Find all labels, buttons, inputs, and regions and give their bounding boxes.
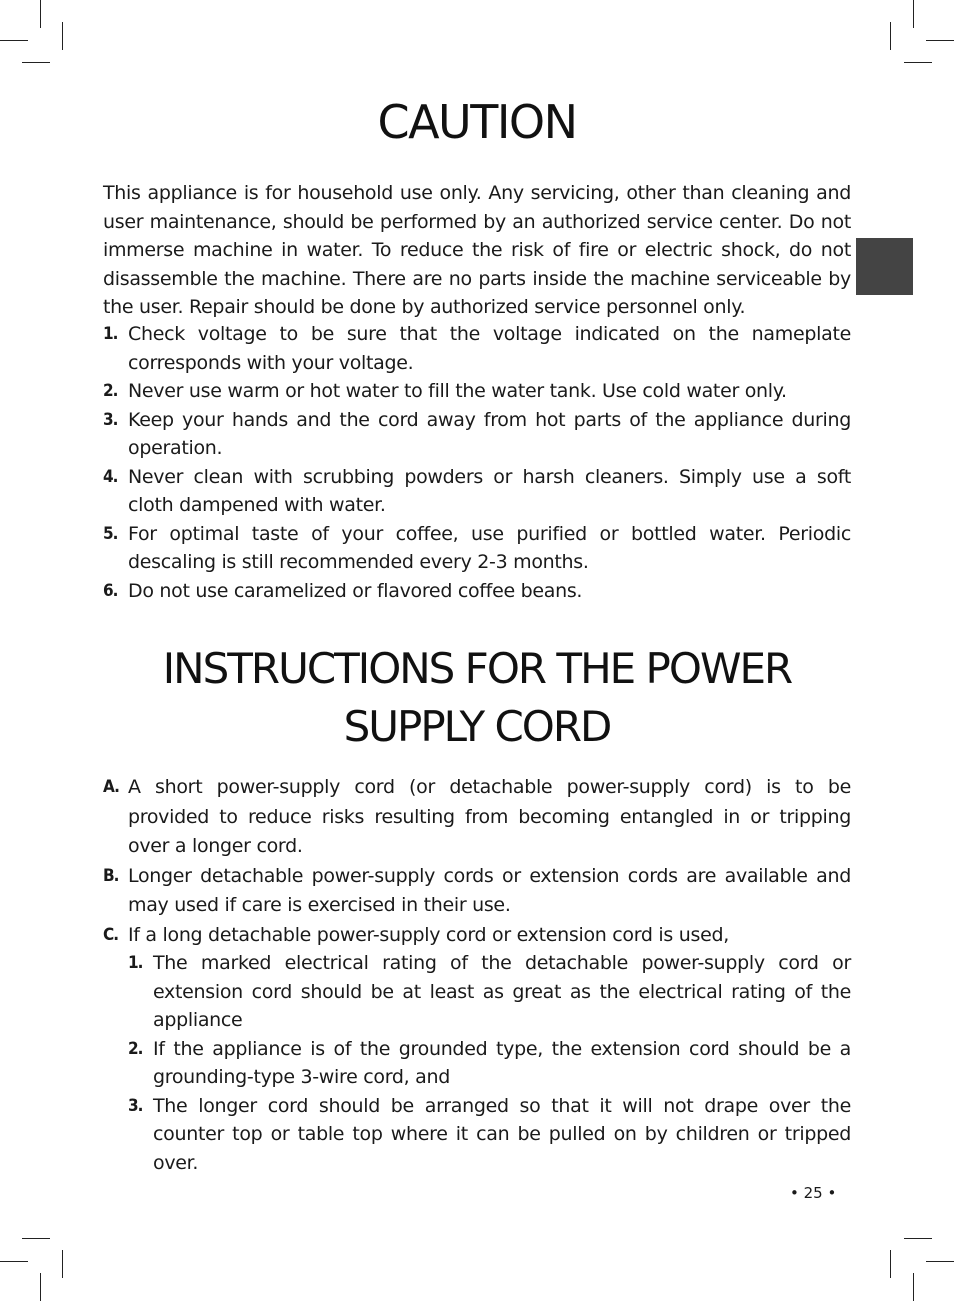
list-item <box>103 520 851 577</box>
power-cord-sublist <box>103 949 851 1177</box>
crop-mark <box>0 40 28 41</box>
list-item <box>103 773 851 862</box>
power-cord-list <box>103 773 851 1177</box>
list-item <box>103 862 851 921</box>
list-item-text: A short power-supply cord (or detachable power-supply cord) is to be provided to reduce risks resulting from becoming entangled in or tripping over a longer cord. <box>128 776 851 857</box>
list-item <box>103 406 851 463</box>
sublist-item <box>128 1092 851 1178</box>
crop-mark <box>62 22 63 50</box>
list-marker: 4. <box>103 466 118 487</box>
crop-mark <box>904 1238 932 1239</box>
crop-mark <box>913 0 914 28</box>
list-item-text: Keep your hands and the cord away from hot parts of the appliance during operation. <box>128 408 851 459</box>
list-item <box>103 577 851 606</box>
list-item-text: If the appliance is of the grounded type, the extension cord should be a grounding-type 3-wire cord, and <box>153 1037 851 1088</box>
power-cord-heading <box>60 640 894 756</box>
list-item-text: The marked electrical rating of the detachable power-supply cord or extension cord should be at least as great as the electrical rating of the appliance <box>153 952 851 1031</box>
crop-mark <box>926 40 954 41</box>
caution-list <box>103 320 851 605</box>
section-tab-marker <box>856 238 913 295</box>
list-marker: 3. <box>128 1095 143 1116</box>
list-marker: B. <box>103 865 119 886</box>
crop-mark <box>22 62 50 63</box>
caution-heading: CAUTION <box>377 95 577 149</box>
list-item-text: Longer detachable power-supply cords or extension cords are available and may used if care is exercised in their use. <box>128 864 851 916</box>
sublist-item <box>128 949 851 1035</box>
crop-mark <box>890 22 891 50</box>
list-marker: 1. <box>128 953 143 973</box>
list-marker: 1. <box>103 324 118 344</box>
list-marker: 2. <box>103 381 118 401</box>
list-item <box>103 377 851 406</box>
list-marker: 2. <box>128 1038 143 1059</box>
crop-mark <box>40 0 41 28</box>
sublist-item <box>128 1035 851 1092</box>
list-item <box>103 320 851 377</box>
crop-mark <box>62 1250 63 1278</box>
list-item <box>103 921 851 950</box>
list-item-text: Never use warm or hot water to fill the water tank. Use cold water only. <box>128 380 787 402</box>
crop-mark <box>40 1273 41 1301</box>
list-item-text: Never clean with scrubbing powders or harsh cleaners. Simply use a soft cloth dampened with water. <box>128 465 851 516</box>
crop-mark <box>0 1261 28 1262</box>
list-item-text: Do not use caramelized or flavored coffee beans. <box>128 579 583 602</box>
page-number: • 25 • <box>790 1184 837 1202</box>
list-marker: 5. <box>103 523 118 544</box>
list-item <box>103 463 851 520</box>
list-item-text: For optimal taste of your coffee, use purified or bottled water. Periodic descaling is still recommended every 2-3 months. <box>128 522 851 573</box>
list-marker: A. <box>103 777 119 797</box>
list-marker: 6. <box>103 580 118 601</box>
list-marker: C. <box>103 924 119 945</box>
crop-mark <box>913 1273 914 1301</box>
sublist-container <box>103 949 851 1177</box>
caution-intro: This appliance is for household use only. Any servicing, other than cleaning and user maintenance, should be performed by an authorized service center. Do not immerse machine in water. To reduce the risk of fire or electric shock, do not disassemble the machine. There are no parts inside the machine serviceable by the user. Repair should be done by authorized service personnel only. <box>103 182 851 318</box>
crop-mark <box>926 1261 954 1262</box>
crop-mark <box>904 62 932 63</box>
power-cord-heading-line2: SUPPLY CORD <box>343 702 611 751</box>
list-item-text: The longer cord should be arranged so that it will not drape over the counter top or table top where it can be pulled on by children or tripped over. <box>153 1094 851 1174</box>
crop-mark <box>890 1250 891 1278</box>
list-marker: 3. <box>103 409 118 430</box>
power-cord-heading-line1: INSTRUCTIONS FOR THE POWER <box>162 644 792 693</box>
list-item-text: Check voltage to be sure that the voltage indicated on the nameplate corresponds with your voltage. <box>128 323 851 374</box>
crop-mark <box>22 1238 50 1239</box>
list-item-text: If a long detachable power-supply cord or extension cord is used, <box>128 923 729 946</box>
